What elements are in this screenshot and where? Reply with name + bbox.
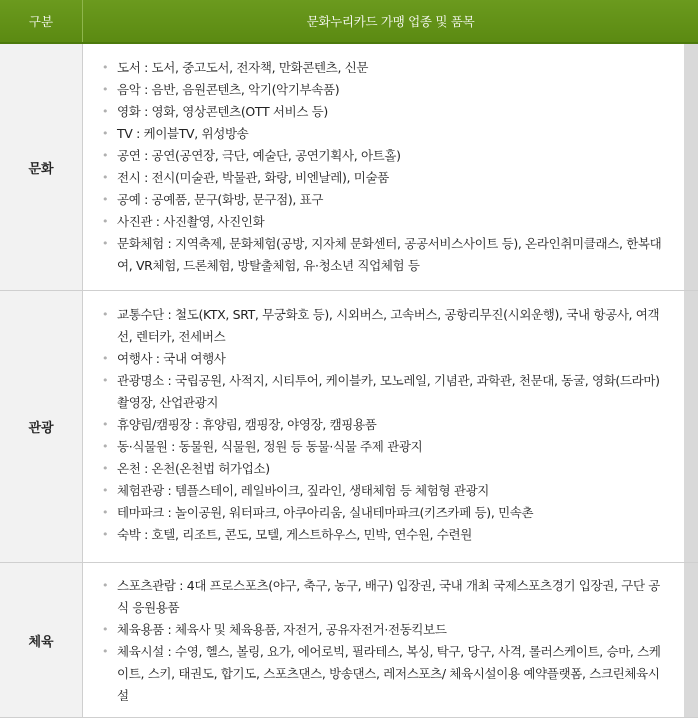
category-sports: 체육 — [0, 563, 83, 717]
list-item-text: 숙박 : 호텔, 리조트, 콘도, 모텔, 게스트하우스, 민박, 연수원, 수련원 — [117, 527, 472, 542]
bullet-icon: • — [102, 308, 109, 321]
list-item-text: 교통수단 : 철도(KTX, SRT, 무궁화호 등), 시외버스, 고속버스, 공항리무진(시외운행), 국내 항공사, 여객선, 렌터카, 전세버스 — [117, 307, 660, 344]
content-sports — [83, 563, 698, 717]
list-item-text: 음악 : 음반, 음원콘텐츠, 악기(악기부속품) — [117, 82, 340, 97]
list-item — [101, 641, 670, 707]
list-item — [101, 101, 670, 123]
list-item — [101, 414, 670, 436]
list-item-text: 도서 : 도서, 중고도서, 전자책, 만화콘텐츠, 신문 — [117, 60, 369, 75]
bullet-icon: • — [102, 579, 109, 592]
category-culture: 문화 — [0, 44, 83, 290]
list-item — [101, 480, 670, 502]
table-header — [0, 0, 698, 44]
list-item-text: 공연 : 공연(공연장, 극단, 예술단, 공연기획사, 아트홀) — [117, 148, 401, 163]
list-item — [101, 211, 670, 233]
list-item-text: 온천 : 온천(온천법 허가업소) — [117, 461, 270, 476]
list-item-text: 사진관 : 사진촬영, 사진인화 — [117, 214, 265, 229]
bullet-icon: • — [102, 623, 109, 636]
content-culture — [83, 44, 698, 290]
list-item-text: 동·식물원 : 동물원, 식물원, 정원 등 동물·식물 주제 관광지 — [117, 439, 423, 454]
row-culture — [0, 44, 698, 291]
row-sports — [0, 563, 698, 718]
bullet-icon: • — [102, 215, 109, 228]
list-item-text: 테마파크 : 놀이공원, 워터파크, 아쿠아리움, 실내테마파크(키즈카페 등), 민속촌 — [117, 505, 534, 520]
bullet-icon: • — [102, 645, 109, 658]
content-tourism — [83, 291, 698, 562]
list-item-text: 공예 : 공예품, 문구(화방, 문구점), 표구 — [117, 192, 324, 207]
bullet-icon: • — [102, 352, 109, 365]
list-item-text: 전시 : 전시(미술관, 박물관, 화랑, 비엔날레), 미술품 — [117, 170, 389, 185]
list-item — [101, 233, 670, 277]
list-item — [101, 189, 670, 211]
header-category: 구분 — [0, 0, 83, 42]
list-item — [101, 123, 670, 145]
list-item — [101, 502, 670, 524]
list-item — [101, 304, 670, 348]
list-item-text: 문화체험 : 지역축제, 문화체험(공방, 지자체 문화센터, 공공서비스사이트 등), 온라인취미클래스, 한복대여, VR체험, 드론체험, 방탈출체험, 유·청소년 직업체험 등 — [117, 236, 662, 273]
bullet-icon: • — [102, 484, 109, 497]
list-item — [101, 619, 670, 641]
list-item — [101, 145, 670, 167]
list-item — [101, 57, 670, 79]
bullet-icon: • — [102, 127, 109, 140]
list-item — [101, 575, 670, 619]
bullet-icon: • — [102, 462, 109, 475]
list-item — [101, 436, 670, 458]
bullet-icon: • — [102, 506, 109, 519]
list-item-text: 관광명소 : 국립공원, 사적지, 시티투어, 케이블카, 모노레일, 기념관, 과학관, 천문대, 동굴, 영화(드라마) 촬영장, 산업관광지 — [117, 373, 660, 410]
list-item — [101, 524, 670, 546]
header-items: 문화누리카드 가맹 업종 및 품목 — [306, 14, 475, 29]
bullet-icon: • — [102, 105, 109, 118]
list-item-text: 체육시설 : 수영, 헬스, 볼링, 요가, 에어로빅, 필라테스, 복싱, 탁구, 당구, 사격, 롤러스케이트, 승마, 스케이트, 스키, 태권도, 합기도, 스포츠댄스, 방송댄스, 레저스포츠/ 체육시설이용 예약플랫폼, 스크린체육시설 — [117, 644, 661, 703]
list-item-text: 여행사 : 국내 여행사 — [117, 351, 226, 366]
bullet-icon: • — [102, 171, 109, 184]
bullet-icon: • — [102, 83, 109, 96]
list-item-text: 스포츠관람 : 4대 프로스포츠(야구, 축구, 농구, 배구) 입장권, 국내 개최 국제스포츠경기 입장권, 구단 공식 응원용품 — [117, 578, 661, 615]
row-tourism — [0, 291, 698, 563]
list-item-text: 휴양림/캠핑장 : 휴양림, 캠핑장, 야영장, 캠핑용품 — [117, 417, 377, 432]
list-item — [101, 458, 670, 480]
list-item — [101, 370, 670, 414]
list-item — [101, 79, 670, 101]
bullet-icon: • — [102, 237, 109, 250]
category-tourism: 관광 — [0, 291, 83, 562]
bullet-icon: • — [102, 61, 109, 74]
list-item — [101, 348, 670, 370]
bullet-icon: • — [102, 149, 109, 162]
list-item-text: 체육용품 : 체육사 및 체육용품, 자전거, 공유자전거·전동킥보드 — [117, 622, 447, 637]
bullet-icon: • — [102, 193, 109, 206]
list-item — [101, 167, 670, 189]
list-item-text: 체험관광 : 템플스테이, 레일바이크, 짚라인, 생태체험 등 체험형 관광지 — [117, 483, 490, 498]
list-item-text: 영화 : 영화, 영상콘텐츠(OTT 서비스 등) — [117, 104, 328, 119]
bullet-icon: • — [102, 374, 109, 387]
bullet-icon: • — [102, 418, 109, 431]
bullet-icon: • — [102, 528, 109, 541]
list-item-text: TV : 케이블TV, 위성방송 — [117, 126, 249, 141]
bullet-icon: • — [102, 440, 109, 453]
